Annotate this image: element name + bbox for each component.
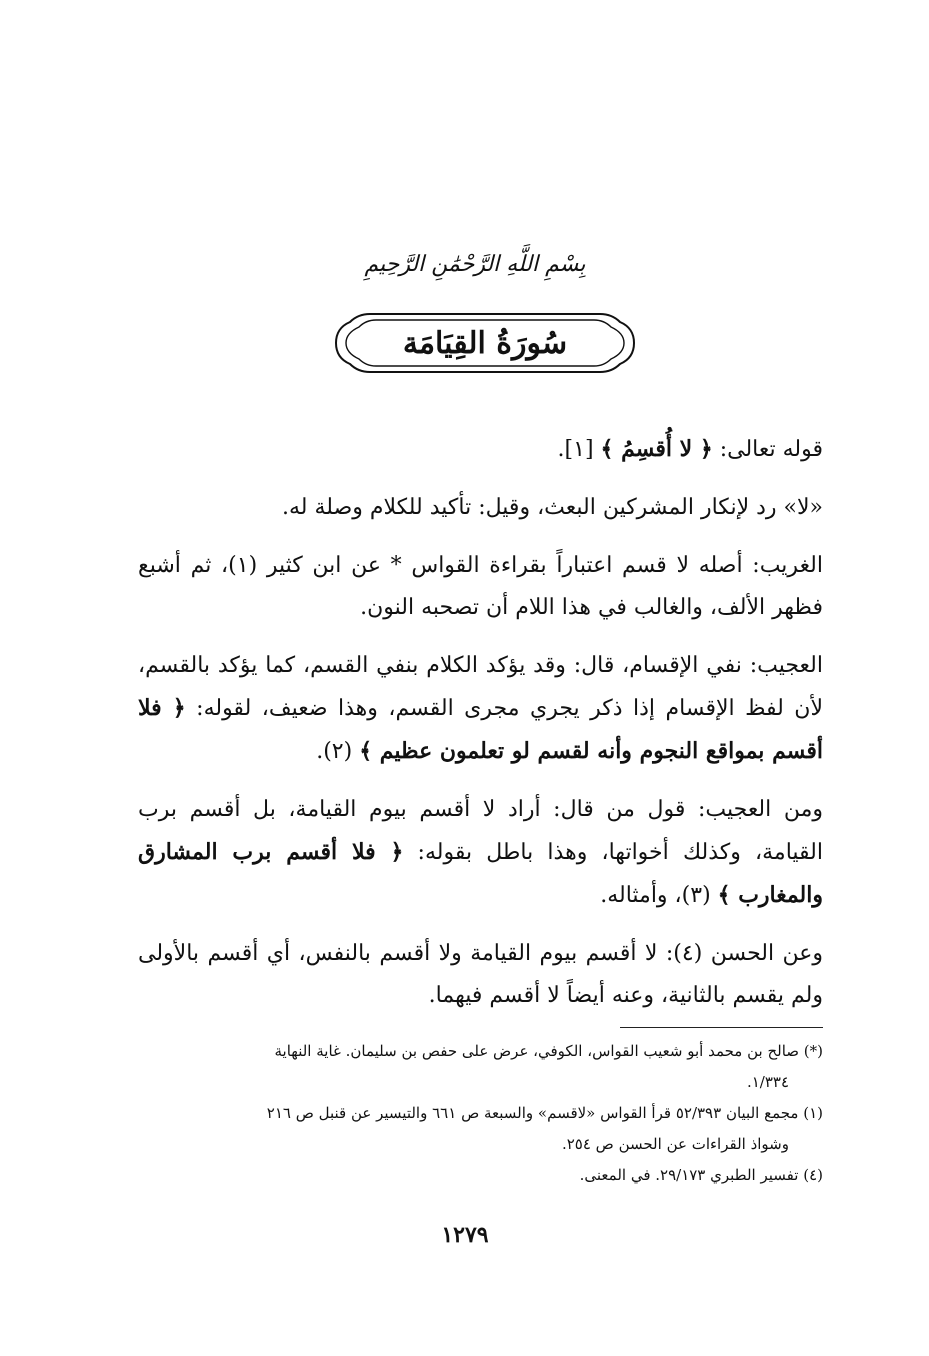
surah-title: سُورَةُ القِيَامَة [402, 325, 568, 361]
quran-quote: ﴿ فلا أقسم برب المشارق والمغارب ﴾ [138, 839, 823, 908]
paragraph-text: الغريب: أصله لا قسم اعتباراً بقراءة القواس * عن ابن كثير (١)، ثم أشبع فظهر الألف، والغالب في هذا اللام أن تصحبه النون. [138, 553, 823, 620]
footnotes [138, 1036, 823, 1191]
footnote-text-continued: وشواذ القراءات عن الحسن ص ٢٥٤. [561, 1135, 789, 1153]
footnote-text-continued: ١/٣٣٤. [746, 1073, 789, 1091]
paragraph-text: ومن العجيب: قول من قال: أراد لا أقسم بيوم القيامة، بل أقسم برب القيامة، وكذلك أخواتها، وهذا باطل بقوله: [138, 797, 823, 865]
paragraph-text: العجيب: نفي الإقسام، قال: وقد يؤكد الكلام بنفي القسم، كما يؤكد بالقسم، لأن لفظ الإقسام إذا ذكر يجري مجرى القسم، وهذا ضعيف، لقوله: [138, 653, 823, 721]
commentary-body [138, 428, 823, 1033]
footnote-separator [620, 1027, 823, 1028]
paragraph-hasan [138, 933, 823, 1017]
paragraph-la-meaning [138, 487, 823, 529]
paragraph-min-al-ajib [138, 789, 823, 917]
paragraph-text: قوله تعالى: [712, 437, 823, 462]
footnote-star [138, 1036, 823, 1098]
footnote-text: (٤) تفسير الطبري ٢٩/١٧٣. في المعنى. [579, 1166, 823, 1184]
paragraph-verse-heading [138, 428, 823, 471]
basmala-header: بِسْمِ اللَّهِ الرَّحْمَٰنِ الرَّحِيمِ [364, 251, 586, 277]
surah-title-frame [330, 308, 640, 378]
page-number: ١٢٧٩ [441, 1222, 489, 1248]
footnote-text: (*) صالح بن محمد أبو شعيب القواس، الكوفي، عرض على حفص بن سليمان. غاية النهاية [274, 1042, 823, 1060]
footnote-marker: (٢). [316, 739, 360, 764]
paragraph-text-end: (٣)، وأمثاله. [600, 883, 718, 908]
quran-quote: ﴿ لا أُقسِمُ ﴾ [600, 436, 713, 462]
paragraph-ajib [138, 645, 823, 773]
footnote-4 [138, 1160, 823, 1191]
footnote-text: (١) مجمع البيان ٥٢/٣٩٣ قرأ القواس «لاقسم» والسبعة ص ٦٦١ والتيسير عن قنبل ص ٢١٦ [266, 1104, 823, 1122]
verse-reference: [١]. [557, 437, 601, 462]
paragraph-gharib [138, 545, 823, 629]
quran-quote: ﴿ فلا أقسم بمواقع النجوم وأنه لقسم لو تعلمون عظيم ﴾ [138, 695, 823, 764]
paragraph-text: «لا» رد لإنكار المشركين البعث، وقيل: تأكيد للكلام وصلة له. [282, 495, 823, 520]
footnote-1 [138, 1098, 823, 1160]
paragraph-text: وعن الحسن (٤): لا أقسم بيوم القيامة ولا أقسم بالنفس، أي أقسم بالأولى ولم يقسم بالثانية، وعنه أيضاً لا أقسم فيهما. [138, 941, 823, 1008]
